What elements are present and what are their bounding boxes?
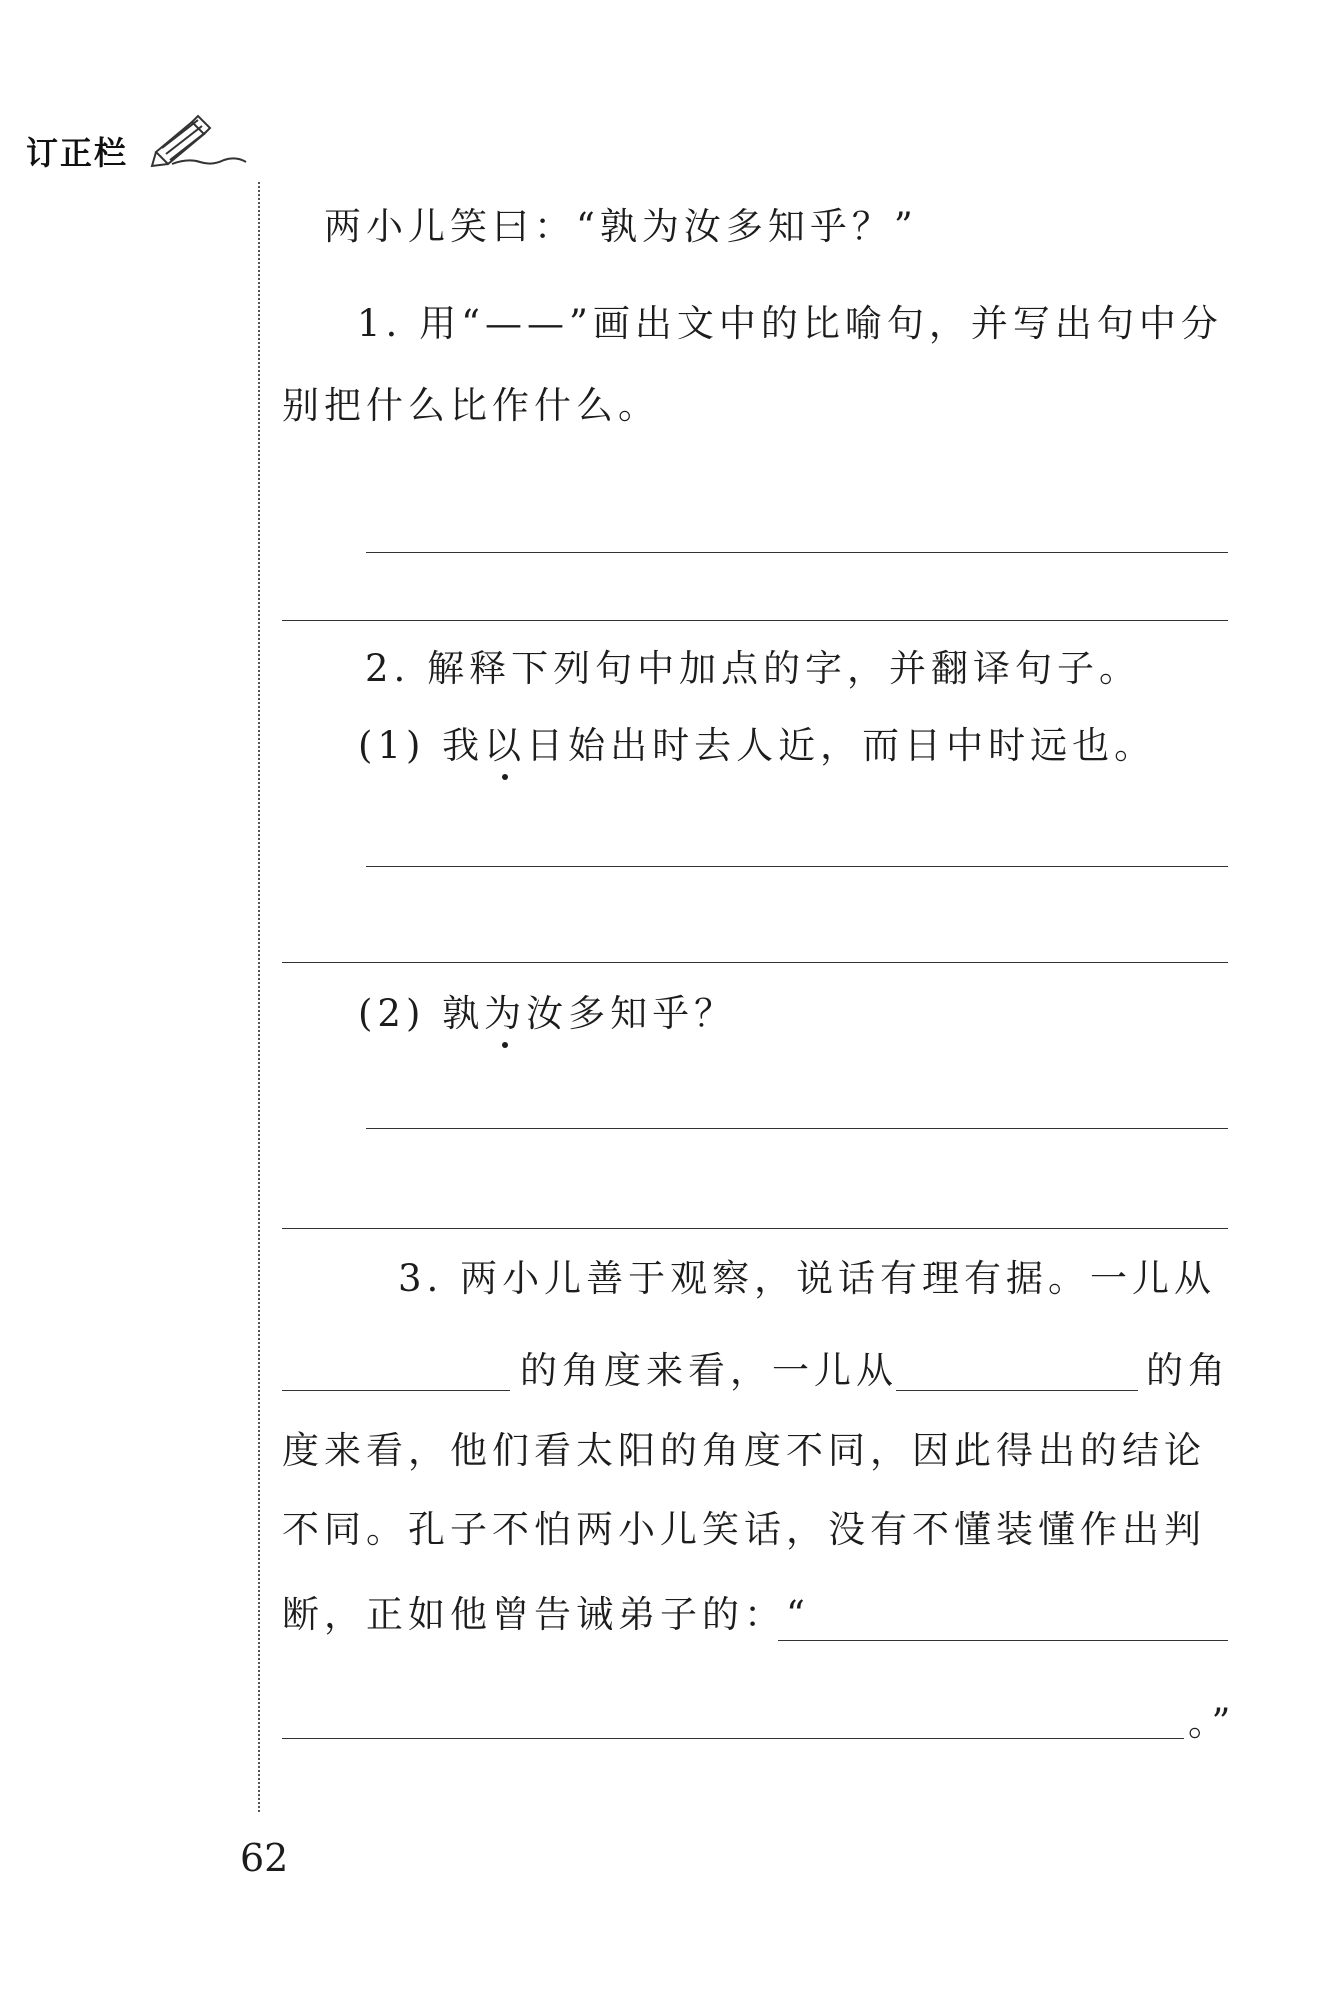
sub-1-prefix: (1) 我 — [358, 724, 485, 767]
correction-column-title: 订正栏 — [26, 134, 129, 172]
question-3-line-5: 断，正如他曾告诫弟子的：“ — [282, 1593, 810, 1636]
blank-q3-d[interactable] — [282, 1738, 1184, 1739]
question-3-line-1: 3. 两小儿善于观察，说话有理有据。一儿从 — [398, 1257, 1217, 1300]
answer-line-q2-1-b[interactable] — [282, 962, 1228, 963]
page-number: 62 — [240, 1836, 289, 1880]
question-2-sub-2 — [358, 992, 737, 1035]
question-1-line-2: 别把什么比作什么。 — [282, 384, 660, 427]
answer-line-q2-1-a[interactable] — [366, 866, 1228, 867]
sub-2-rest: 汝多知乎？ — [526, 992, 737, 1035]
question-3-line-6-end: 。” — [1188, 1701, 1236, 1744]
passage-line: 两小儿笑曰：“孰为汝多知乎？” — [324, 205, 918, 248]
answer-line-q1-a[interactable] — [366, 552, 1228, 553]
blank-q3-a[interactable] — [282, 1390, 510, 1391]
dotted-char-wei: 为 — [484, 992, 527, 1035]
question-1-line-1: 1. 用“——”画出文中的比喻句，并写出句中分 — [357, 302, 1223, 345]
pencil-icon — [148, 108, 248, 168]
question-2-intro: 2. 解释下列句中加点的字，并翻译句子。 — [365, 647, 1142, 690]
question-3-line-2b: 的角 — [1146, 1349, 1230, 1392]
answer-line-q2-2-a[interactable] — [366, 1128, 1228, 1129]
question-2-sub-1 — [358, 724, 1157, 767]
question-3-line-4: 不同。孔子不怕两小儿笑话，没有不懂装懂作出判 — [282, 1508, 1206, 1551]
sub-1-rest: 日始出时去人近，而日中时远也。 — [526, 724, 1157, 767]
question-3-line-3: 度来看，他们看太阳的角度不同，因此得出的结论 — [282, 1429, 1206, 1472]
dotted-char-yi: 以 — [484, 724, 527, 767]
answer-line-q2-2-b[interactable] — [282, 1228, 1228, 1229]
blank-q3-b[interactable] — [896, 1390, 1138, 1391]
blank-q3-c[interactable] — [778, 1640, 1228, 1641]
sub-2-prefix: (2) 孰 — [358, 992, 485, 1035]
margin-divider — [258, 182, 260, 1812]
question-3-line-2a: 的角度来看，一儿从 — [520, 1349, 898, 1392]
answer-line-q1-b[interactable] — [282, 620, 1228, 621]
